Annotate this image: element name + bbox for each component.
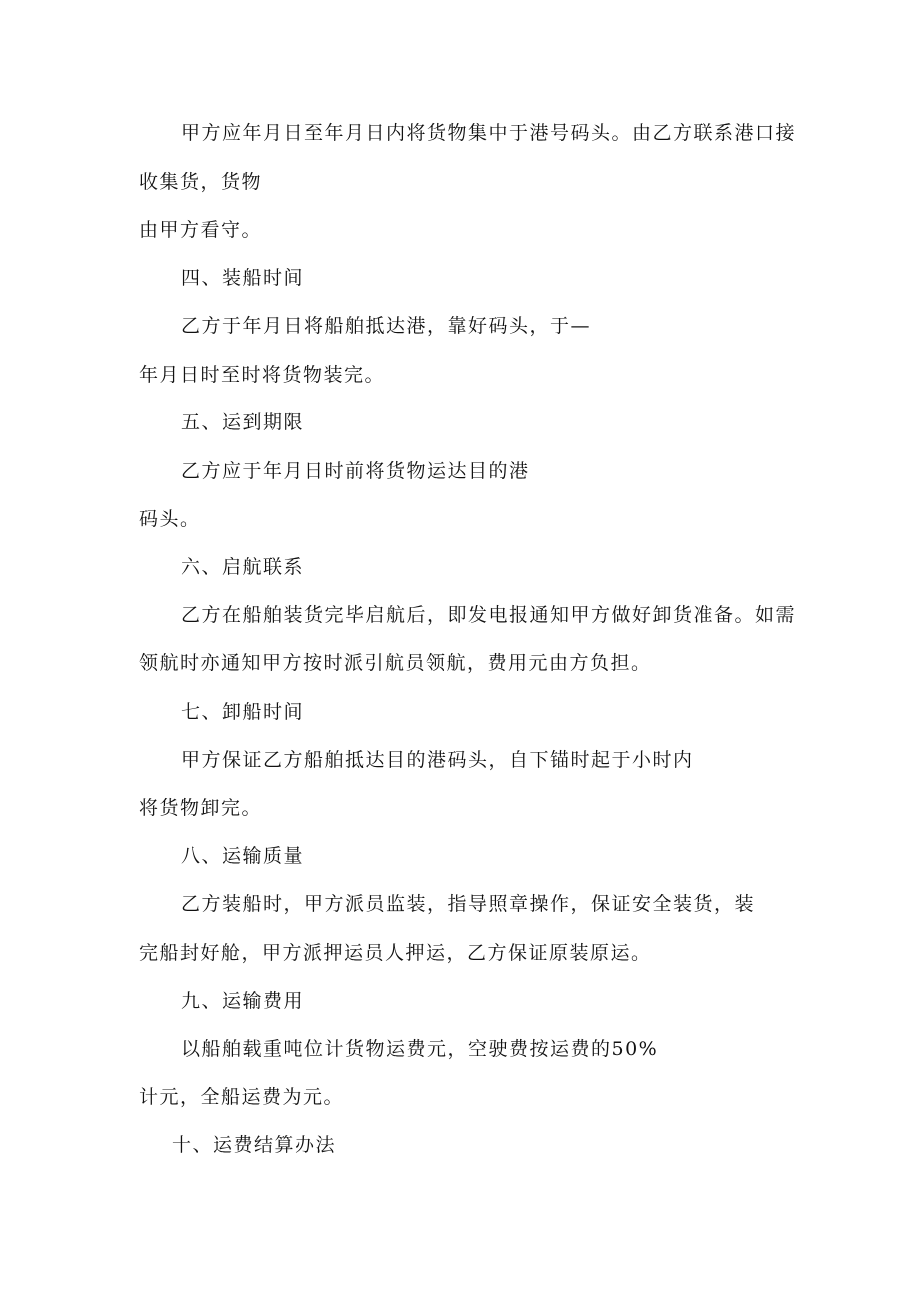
section-heading: 十、运费结算办法: [172, 1134, 337, 1156]
paragraph-line: 将货物卸完。: [139, 797, 263, 819]
paragraph-line: 以船舶载重吨位计货物运费元，空驶费按运费的50%: [181, 1038, 659, 1060]
paragraph-line: 乙方于年月日将船舶抵达港，靠好码头，于—: [181, 315, 592, 337]
paragraph-line: 乙方在船舶装货完毕启航后，即发电报通知甲方做好卸货准备。如需: [181, 604, 797, 626]
section-heading: 五、运到期限: [181, 411, 305, 433]
section-heading: 四、装船时间: [181, 267, 305, 289]
paragraph-line: 收集货，货物: [139, 171, 263, 193]
section-heading: 九、运输费用: [181, 990, 305, 1012]
paragraph-line: 甲方应年月日至年月日内将货物集中于港号码头。由乙方联系港口接: [181, 122, 797, 144]
paragraph-line: 乙方装船时，甲方派员监装，指导照章操作，保证安全装货，装: [181, 893, 756, 915]
paragraph-line: 码头。: [139, 508, 201, 530]
paragraph-line: 由甲方看守。: [139, 219, 263, 241]
paragraph-line: 完船封好舱，甲方派押运员人押运，乙方保证原装原运。: [139, 942, 652, 964]
paragraph-line: 计元，全船运费为元。: [139, 1086, 345, 1108]
paragraph-line: 年月日时至时将货物装完。: [139, 364, 386, 386]
paragraph-line: 甲方保证乙方船舶抵达目的港码头，自下锚时起于小时内: [181, 749, 694, 771]
paragraph-line: 领航时亦通知甲方按时派引航员领航，费用元由方负担。: [139, 652, 652, 674]
section-heading: 八、运输质量: [181, 845, 305, 867]
section-heading: 六、启航联系: [181, 556, 305, 578]
section-heading: 七、卸船时间: [181, 701, 305, 723]
paragraph-line: 乙方应于年月日时前将货物运达目的港: [181, 460, 530, 482]
